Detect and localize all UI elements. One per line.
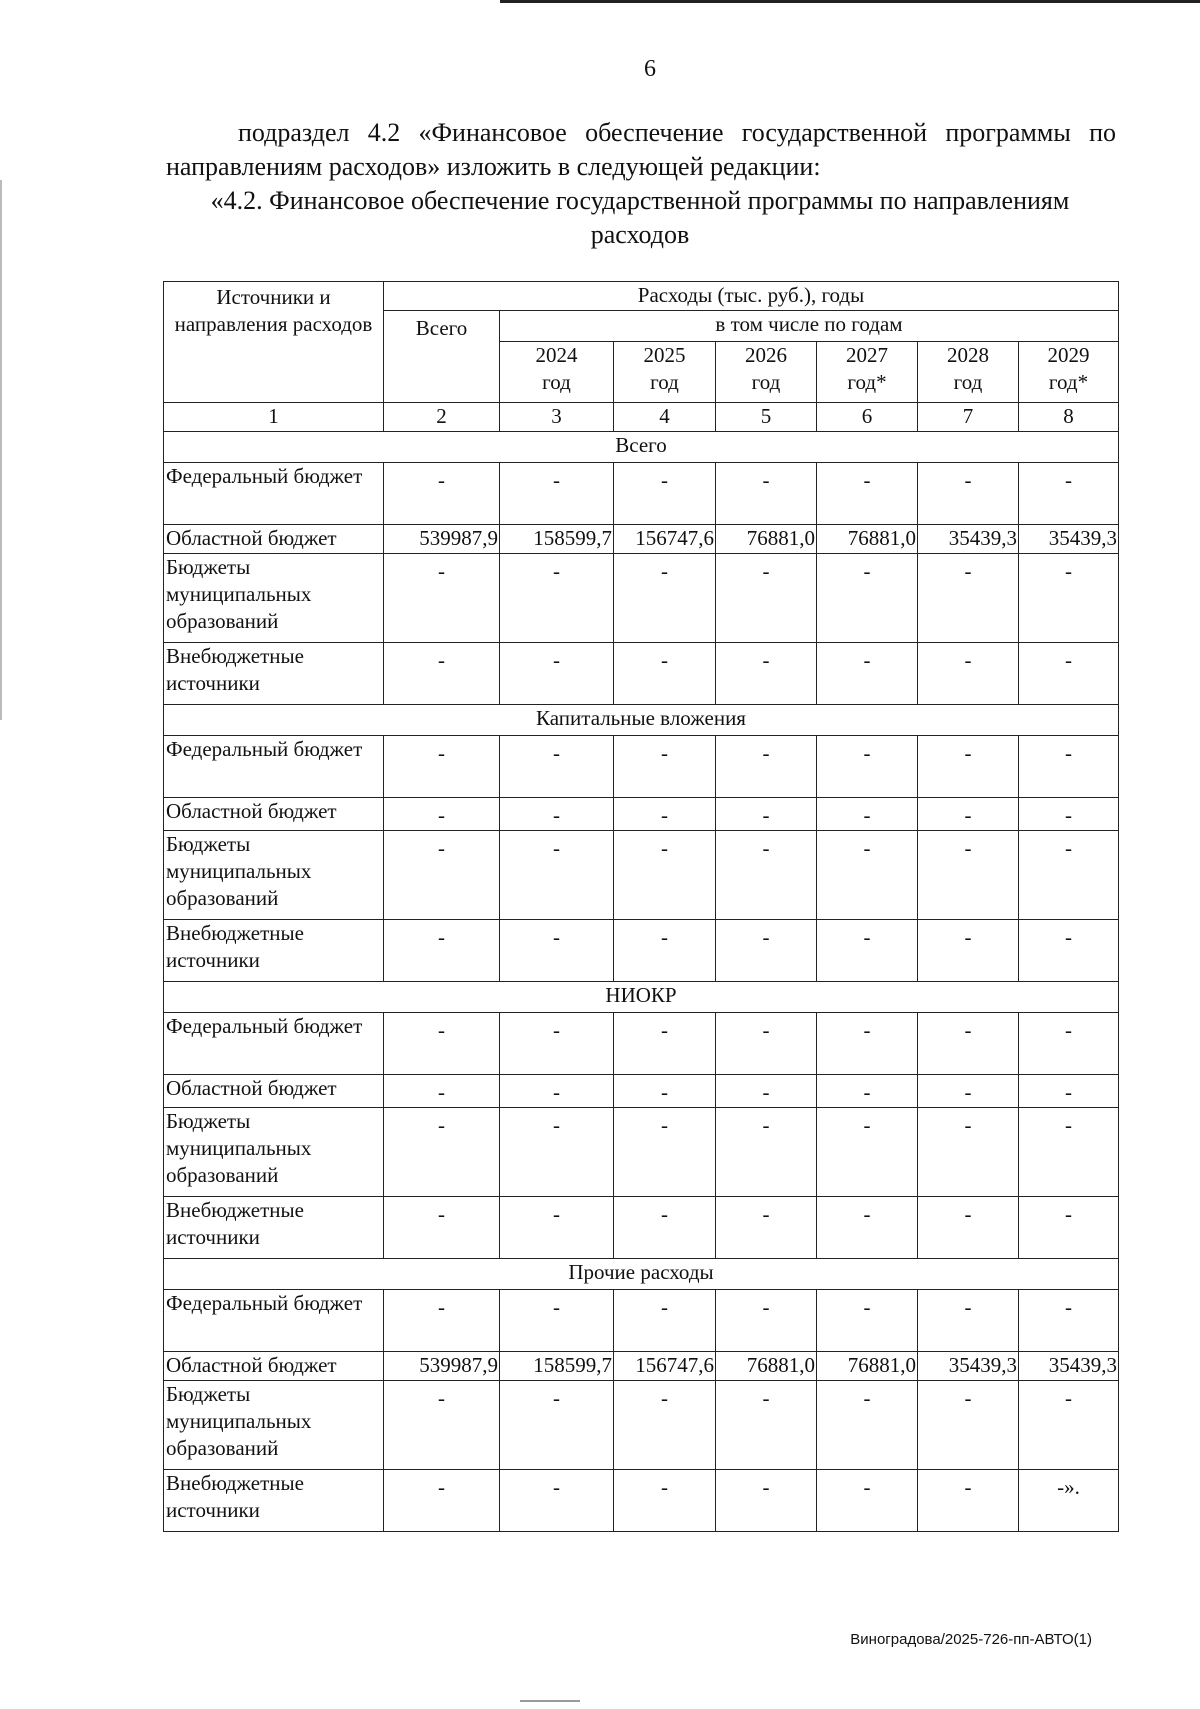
table-cell: -	[1019, 831, 1119, 920]
table-cell: -	[384, 643, 500, 705]
table-cell: -	[817, 736, 918, 798]
table-cell: -	[614, 1108, 716, 1197]
table-row	[164, 1197, 1119, 1259]
table-cell: -	[918, 554, 1019, 643]
table-cell: -	[614, 736, 716, 798]
table-cell: -	[1019, 1013, 1119, 1075]
table-cell: -	[716, 1290, 817, 1352]
row-label: Федеральный бюджет	[164, 736, 384, 798]
table-cell: -	[614, 920, 716, 982]
table-cell: -	[918, 1108, 1019, 1197]
table-cell: -	[918, 463, 1019, 525]
column-number: 7	[918, 403, 1019, 432]
table-cell: -	[716, 1197, 817, 1259]
table-cell: -	[384, 1290, 500, 1352]
row-label: Внебюджетные источники	[164, 920, 384, 982]
row-label: Бюджеты муниципальных образований	[164, 554, 384, 643]
table-cell: -	[1019, 1290, 1119, 1352]
table-cell: -	[614, 831, 716, 920]
section-title: Всего	[164, 432, 1119, 463]
header-year: 2026 год	[716, 342, 817, 403]
table-cell: -	[918, 1075, 1019, 1108]
table-cell: -	[614, 1013, 716, 1075]
table-cell: -	[817, 1013, 918, 1075]
table-cell: -	[614, 1381, 716, 1470]
table-cell: -	[614, 643, 716, 705]
table-row	[164, 1352, 1119, 1381]
table-cell: -	[384, 554, 500, 643]
table-row	[164, 831, 1119, 920]
table-cell: 158599,7	[500, 525, 614, 554]
table-cell: -	[384, 463, 500, 525]
table-cell: -	[817, 643, 918, 705]
section-heading: «4.2. Финансовое обеспечение государственной программы по направлениям расходов	[210, 186, 1070, 249]
table-cell: 156747,6	[614, 525, 716, 554]
table-cell: -	[384, 1108, 500, 1197]
table-cell: -	[817, 1290, 918, 1352]
table-cell: -	[500, 1197, 614, 1259]
table-cell: -	[500, 920, 614, 982]
table-cell: -	[500, 643, 614, 705]
table-cell: -».	[1019, 1470, 1119, 1532]
table-cell: -	[500, 736, 614, 798]
scan-edge-top	[500, 0, 1200, 3]
section-title: НИОКР	[164, 982, 1119, 1013]
table-cell: 35439,3	[918, 525, 1019, 554]
table-row	[164, 1108, 1119, 1197]
table-cell: -	[1019, 798, 1119, 831]
column-number: 1	[164, 403, 384, 432]
row-label: Областной бюджет	[164, 798, 384, 831]
table-cell: -	[716, 643, 817, 705]
table-cell: -	[716, 1470, 817, 1532]
table-cell: -	[384, 1381, 500, 1470]
table-cell: -	[918, 736, 1019, 798]
table-cell: -	[614, 554, 716, 643]
table-cell: -	[384, 1075, 500, 1108]
intro-paragraph	[166, 116, 1116, 184]
row-label: Федеральный бюджет	[164, 1013, 384, 1075]
table-cell: -	[500, 1290, 614, 1352]
header-expenses: Расходы (тыс. руб.), годы	[384, 282, 1119, 311]
financing-table	[163, 281, 1119, 1532]
column-number: 8	[1019, 403, 1119, 432]
table-cell: -	[384, 798, 500, 831]
table-row	[164, 1470, 1119, 1532]
row-label: Бюджеты муниципальных образований	[164, 831, 384, 920]
column-number: 6	[817, 403, 918, 432]
table-cell: -	[384, 1013, 500, 1075]
table-cell: -	[918, 1290, 1019, 1352]
table-cell: -	[716, 798, 817, 831]
table-cell: -	[500, 554, 614, 643]
table-cell: -	[918, 920, 1019, 982]
table-cell: -	[500, 1075, 614, 1108]
header-year: 2024 год	[500, 342, 614, 403]
table-cell: -	[1019, 1197, 1119, 1259]
column-number: 3	[500, 403, 614, 432]
table-cell: -	[1019, 463, 1119, 525]
table-row	[164, 643, 1119, 705]
section-title: Капитальные вложения	[164, 705, 1119, 736]
table-cell: -	[918, 831, 1019, 920]
table-cell: -	[716, 463, 817, 525]
row-label: Внебюджетные источники	[164, 1197, 384, 1259]
table-cell: -	[817, 1381, 918, 1470]
table-cell: -	[817, 463, 918, 525]
table-row	[164, 1013, 1119, 1075]
table-cell: 76881,0	[716, 1352, 817, 1381]
table-cell: -	[817, 831, 918, 920]
table-cell: -	[1019, 554, 1119, 643]
table-cell: -	[384, 920, 500, 982]
header-total: Всего	[384, 311, 500, 403]
table-cell: 158599,7	[500, 1352, 614, 1381]
table-cell: -	[614, 1470, 716, 1532]
row-label: Бюджеты муниципальных образований	[164, 1381, 384, 1470]
table-cell: -	[716, 554, 817, 643]
table-cell: -	[918, 1197, 1019, 1259]
table-cell: -	[500, 1381, 614, 1470]
column-number: 2	[384, 403, 500, 432]
table-row	[164, 736, 1119, 798]
table-cell: 35439,3	[1019, 1352, 1119, 1381]
row-label: Областной бюджет	[164, 1352, 384, 1381]
header-sources: Источники и направления расходов	[164, 282, 384, 403]
table-cell: -	[1019, 920, 1119, 982]
table-cell: 76881,0	[716, 525, 817, 554]
table-cell: -	[384, 1470, 500, 1532]
table-row	[164, 1381, 1119, 1470]
table-cell: -	[614, 1290, 716, 1352]
document-footer: Виноградова/2025-726-пп-АВТО(1)	[850, 1631, 1092, 1648]
table-cell: -	[500, 463, 614, 525]
table-cell: 156747,6	[614, 1352, 716, 1381]
column-number: 5	[716, 403, 817, 432]
table-cell: -	[1019, 1075, 1119, 1108]
table-cell: -	[817, 920, 918, 982]
table-cell: -	[716, 920, 817, 982]
row-label: Федеральный бюджет	[164, 463, 384, 525]
intro-paragraph-text: подраздел 4.2 «Финансовое обеспечение государственной программы по направлениям расходов» изложить в следующей редакции:	[166, 118, 1116, 181]
table-cell: -	[817, 1197, 918, 1259]
table-body	[164, 282, 1119, 1532]
header-year: 2027 год*	[817, 342, 918, 403]
table-cell: -	[716, 1075, 817, 1108]
table-cell: -	[817, 1470, 918, 1532]
table-cell: -	[614, 463, 716, 525]
table-cell: -	[716, 831, 817, 920]
table-cell: -	[716, 1013, 817, 1075]
table-cell: -	[1019, 1108, 1119, 1197]
table-cell: 35439,3	[1019, 525, 1119, 554]
table-cell: -	[1019, 643, 1119, 705]
table-cell: -	[500, 1108, 614, 1197]
table-cell: -	[716, 736, 817, 798]
table-cell: -	[614, 1075, 716, 1108]
table-cell: -	[817, 554, 918, 643]
header-year: 2028 год	[918, 342, 1019, 403]
table-cell: 76881,0	[817, 1352, 918, 1381]
header-by-years: в том числе по годам	[500, 311, 1119, 342]
table-cell: -	[716, 1108, 817, 1197]
table-cell: -	[384, 1197, 500, 1259]
table-cell: -	[614, 1197, 716, 1259]
scan-mark	[520, 1700, 580, 1702]
header-year: 2025 год	[614, 342, 716, 403]
table-cell: -	[500, 1013, 614, 1075]
table-row	[164, 1290, 1119, 1352]
table-cell: -	[1019, 736, 1119, 798]
row-label: Федеральный бюджет	[164, 1290, 384, 1352]
table-cell: -	[918, 643, 1019, 705]
table-row	[164, 554, 1119, 643]
table-cell: -	[716, 1381, 817, 1470]
row-label: Бюджеты муниципальных образований	[164, 1108, 384, 1197]
table-row	[164, 1075, 1119, 1108]
table-cell: -	[918, 1470, 1019, 1532]
table-cell: 539987,9	[384, 525, 500, 554]
row-label: Внебюджетные источники	[164, 1470, 384, 1532]
table-cell: -	[918, 1381, 1019, 1470]
table-cell: -	[500, 831, 614, 920]
table-cell: 76881,0	[817, 525, 918, 554]
table-cell: -	[918, 1013, 1019, 1075]
row-label: Областной бюджет	[164, 1075, 384, 1108]
table-row	[164, 920, 1119, 982]
table-row	[164, 525, 1119, 554]
row-label: Внебюджетные источники	[164, 643, 384, 705]
table-cell: -	[500, 798, 614, 831]
scan-edge-left	[0, 180, 2, 720]
table-cell: -	[614, 798, 716, 831]
table-cell: -	[500, 1470, 614, 1532]
table-cell: -	[817, 1075, 918, 1108]
table-cell: -	[817, 1108, 918, 1197]
row-label: Областной бюджет	[164, 525, 384, 554]
table-cell: -	[817, 798, 918, 831]
table-cell: -	[1019, 1381, 1119, 1470]
header-year: 2029 год*	[1019, 342, 1119, 403]
table-cell: -	[384, 736, 500, 798]
column-number: 4	[614, 403, 716, 432]
page-number: 6	[644, 56, 656, 82]
table-cell: -	[384, 831, 500, 920]
table-cell: 539987,9	[384, 1352, 500, 1381]
section-title: Прочие расходы	[164, 1259, 1119, 1290]
table-cell: 35439,3	[918, 1352, 1019, 1381]
table-row	[164, 463, 1119, 525]
table-row	[164, 798, 1119, 831]
table-cell: -	[918, 798, 1019, 831]
